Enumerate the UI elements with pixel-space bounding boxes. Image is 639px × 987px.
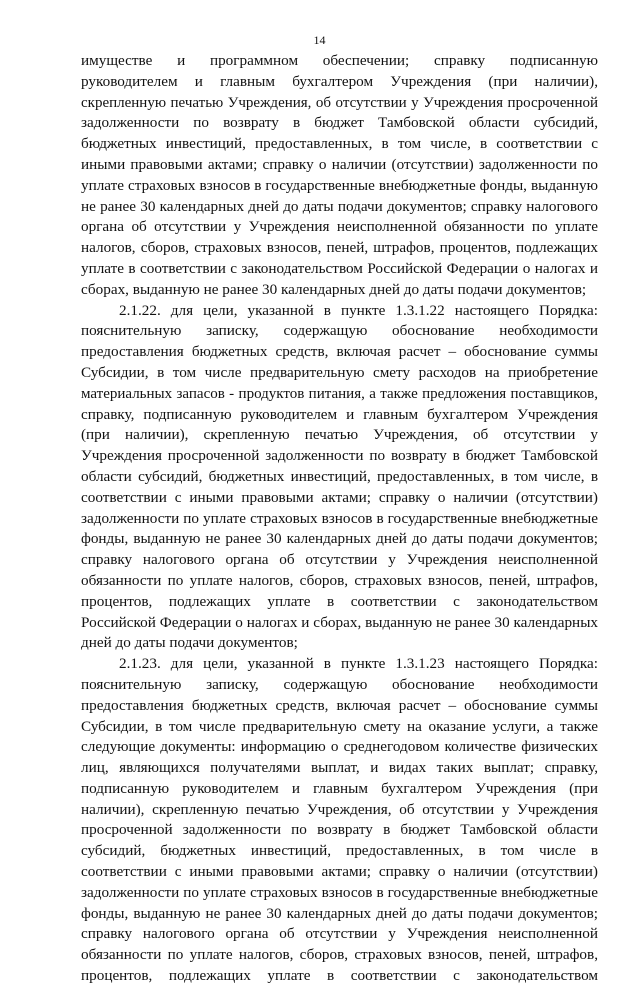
text-line: уплате страховых взносов в государственные внебюджетные фонды, выданную bbox=[81, 176, 598, 194]
page-number: 14 bbox=[313, 33, 326, 47]
text-line: задолженности по уплате страховых взносов в государственные внебюджетные bbox=[81, 509, 598, 527]
text-line: подписанную руководителем и главным бухгалтером Учреждения (при bbox=[81, 779, 598, 797]
text-line: обязанности по уплате налогов, сборов, страховых взносов, пеней, штрафов, bbox=[81, 946, 598, 964]
text-line: лиц, являющихся получателями выплат, и видах таких выплат; справку, bbox=[81, 759, 598, 777]
text-line: субсидий, бюджетных инвестиций, предоставленных, в том числе в bbox=[81, 842, 598, 860]
text-line: задолженности по возврату в бюджет Тамбовской области субсидий, bbox=[81, 114, 598, 132]
text-line: обязанности по уплате налогов, сборов, страховых взносов, пеней, штрафов, bbox=[81, 571, 598, 589]
text-line: руководителем и главным бухгалтером Учреждения (при наличии), bbox=[81, 72, 598, 90]
text-line: наличии), скрепленную печатью Учреждения, об отсутствии у Учреждения bbox=[81, 800, 598, 818]
text-line: скрепленную печатью Учреждения, об отсутствии у Учреждения просроченной bbox=[81, 94, 598, 111]
text-line: налогов, сборов, страховых взносов, пеней, штрафов, процентов, подлежащих bbox=[81, 239, 598, 257]
text-line: соответствии с иными правовыми актами; справку о наличии (отсутствии) bbox=[81, 863, 598, 881]
text-line: органа об отсутствии у Учреждения неисполненной обязанности по уплате bbox=[81, 218, 598, 236]
text-line: дней до даты подачи документов; bbox=[81, 634, 298, 652]
text-line: фонды, выданную не ранее 30 календарных дней до даты подачи документов; bbox=[81, 530, 598, 548]
text-line: сборах, выданную не ранее 30 календарных дней до даты подачи документов; bbox=[81, 280, 587, 298]
text-line: пояснительную записку, содержащую обоснование необходимости bbox=[81, 322, 598, 340]
text-line: Субсидии, в том числе предварительную смету расходов на приобретение bbox=[81, 363, 598, 381]
text-line: (при наличии), скрепленную печатью Учреждения, об отсутствии у bbox=[81, 426, 598, 444]
text-line: процентов, подлежащих уплате в соответствии с законодательством bbox=[81, 592, 598, 610]
text-line: процентов, подлежащих уплате в соответствии с законодательством bbox=[81, 967, 598, 985]
text-line: справку, подписанную руководителем и главным бухгалтером Учреждения bbox=[81, 405, 598, 423]
text-line: 2.1.23. для цели, указанной в пункте 1.3.1.23 настоящего Порядка: bbox=[119, 655, 598, 673]
text-line: материальных запасов - продуктов питания, а также предложения поставщиков, bbox=[81, 385, 598, 402]
text-line: иными правовыми актами; справку о наличии (отсутствии) задолженности по bbox=[81, 155, 598, 173]
text-line: задолженности по уплате страховых взносов в государственные внебюджетные bbox=[81, 883, 598, 901]
text-line: предоставления бюджетных средств, включая расчет – обоснование суммы bbox=[81, 343, 598, 361]
text-line: области субсидий, бюджетных инвестиций, предоставленных, в том числе, в bbox=[81, 467, 598, 485]
text-line: Субсидии, в том числе предварительную смету на оказание услуги, а также bbox=[81, 717, 598, 735]
text-line: уплате в соответствии с законодательством Российской Федерации о налогах и bbox=[81, 259, 598, 277]
text-line: справку налогового органа об отсутствии у Учреждения неисполненной bbox=[81, 551, 598, 569]
text-line: фонды, выданную не ранее 30 календарных дней до даты подачи документов; bbox=[81, 904, 598, 922]
document-body bbox=[81, 51, 598, 987]
text-line: бюджетных инвестиций, предоставленных, в том числе, в соответствии с bbox=[81, 135, 598, 153]
text-line: 2.1.22. для цели, указанной в пункте 1.3.1.22 настоящего Порядка: bbox=[119, 301, 598, 319]
text-line: предоставления бюджетных средств, включая расчет – обоснование суммы bbox=[81, 696, 598, 714]
text-line: соответствии с иными правовыми актами; справку о наличии (отсутствии) bbox=[81, 488, 598, 506]
text-line: имуществе и программном обеспечении; справку подписанную bbox=[81, 52, 598, 69]
text-line: Учреждения просроченной задолженности по возврату в бюджет Тамбовской bbox=[81, 447, 598, 465]
text-line: Российской Федерации о налогах и сборах, выданную не ранее 30 календарных bbox=[81, 613, 598, 631]
text-line: просроченной задолженности по возврату в бюджет Тамбовской области bbox=[81, 821, 598, 839]
text-line: следующие документы: информацию о среднегодовом количестве физических bbox=[81, 738, 598, 756]
text-line: пояснительную записку, содержащую обоснование необходимости bbox=[81, 675, 598, 693]
text-line: справку налогового органа об отсутствии у Учреждения неисполненной bbox=[81, 925, 598, 943]
text-line: не ранее 30 календарных дней до даты подачи документов; справку налогового bbox=[81, 197, 598, 215]
